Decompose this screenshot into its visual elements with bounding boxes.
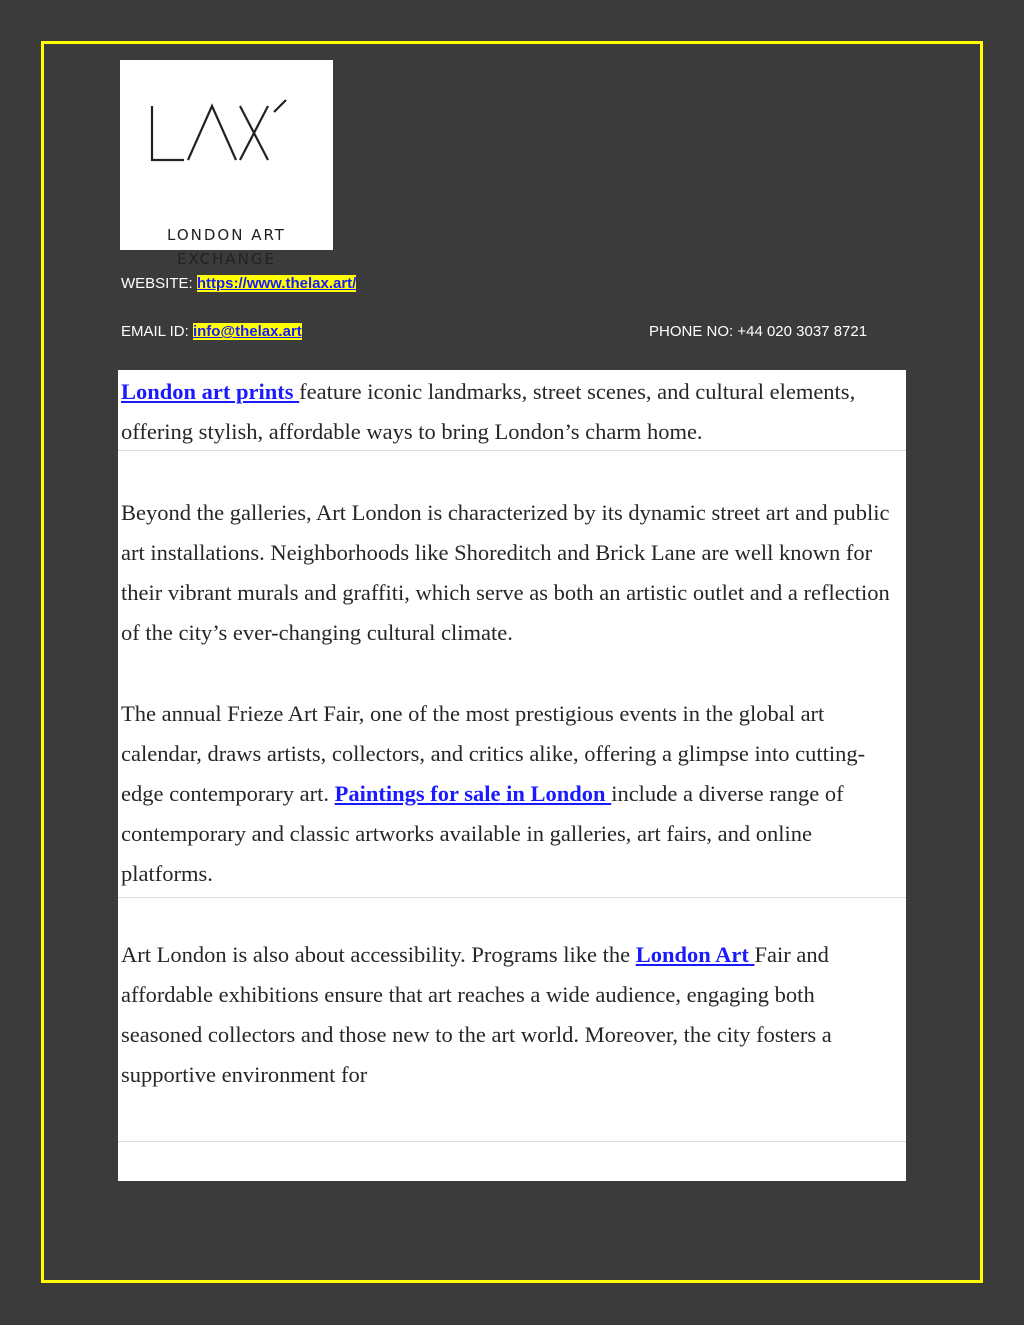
paragraph-3-text-a: The annual Frieze Art Fair, one of the most prestigious events in the global art calendar, draws artists, collectors, and critics alike, offering a glimpse into cutting-edge contemporary art.: [121, 700, 866, 806]
paragraph-4: [121, 935, 896, 1096]
website-link[interactable]: https://www.thelax.art/: [196, 275, 357, 292]
paragraph-2-text: Beyond the galleries, Art London is characterized by its dynamic street art and public art installations. Neighborhoods like Shoreditch and Brick Lane are well known for their vibrant murals and graffiti, which serve as both an artistic outlet and a reflection of the city’s ever-changing cultural climate.: [121, 499, 890, 646]
logo-text-line2: EXCHANGE: [177, 250, 276, 268]
paragraph-2: [121, 493, 896, 654]
paintings-for-sale-link[interactable]: Paintings for sale in London: [334, 781, 612, 806]
email-row: [121, 323, 302, 340]
email-label: EMAIL ID:: [121, 323, 189, 340]
logo-text-line1: LONDON ART: [167, 226, 286, 244]
paragraph-1: [121, 372, 896, 452]
company-logo: [120, 60, 333, 268]
article-body: [118, 370, 906, 1181]
divider-line: [118, 450, 906, 451]
phone-number: PHONE NO: +44 020 3037 8721: [649, 323, 868, 340]
london-art-prints-link[interactable]: London art prints: [121, 379, 300, 404]
paragraph-3: [121, 694, 896, 895]
email-link[interactable]: info@thelax.art: [192, 323, 302, 340]
paragraph-3-text-b: include a diverse range of contemporary and classic artworks available in galleries, art fairs, and online platforms.: [121, 781, 844, 887]
website-row: [121, 275, 356, 292]
paragraph-4-text-a: Art London is also about accessibility. Programs like the: [121, 941, 636, 967]
divider-line: [118, 897, 906, 898]
paragraph-4-text-b: Fair and affordable exhibitions ensure that art reaches a wide audience, engaging both seasoned collectors and those new to the art world. Moreover, the city fosters a supportive environment for: [121, 941, 832, 1088]
website-label: WEBSITE:: [121, 275, 193, 292]
lax-logo-mark: [150, 98, 300, 228]
divider-line: [118, 1141, 906, 1142]
london-art-link[interactable]: London Art: [635, 941, 755, 967]
paragraph-1-text: feature iconic landmarks, street scenes, and cultural elements, offering stylish, affordable ways to bring London’s charm home.: [121, 379, 856, 445]
